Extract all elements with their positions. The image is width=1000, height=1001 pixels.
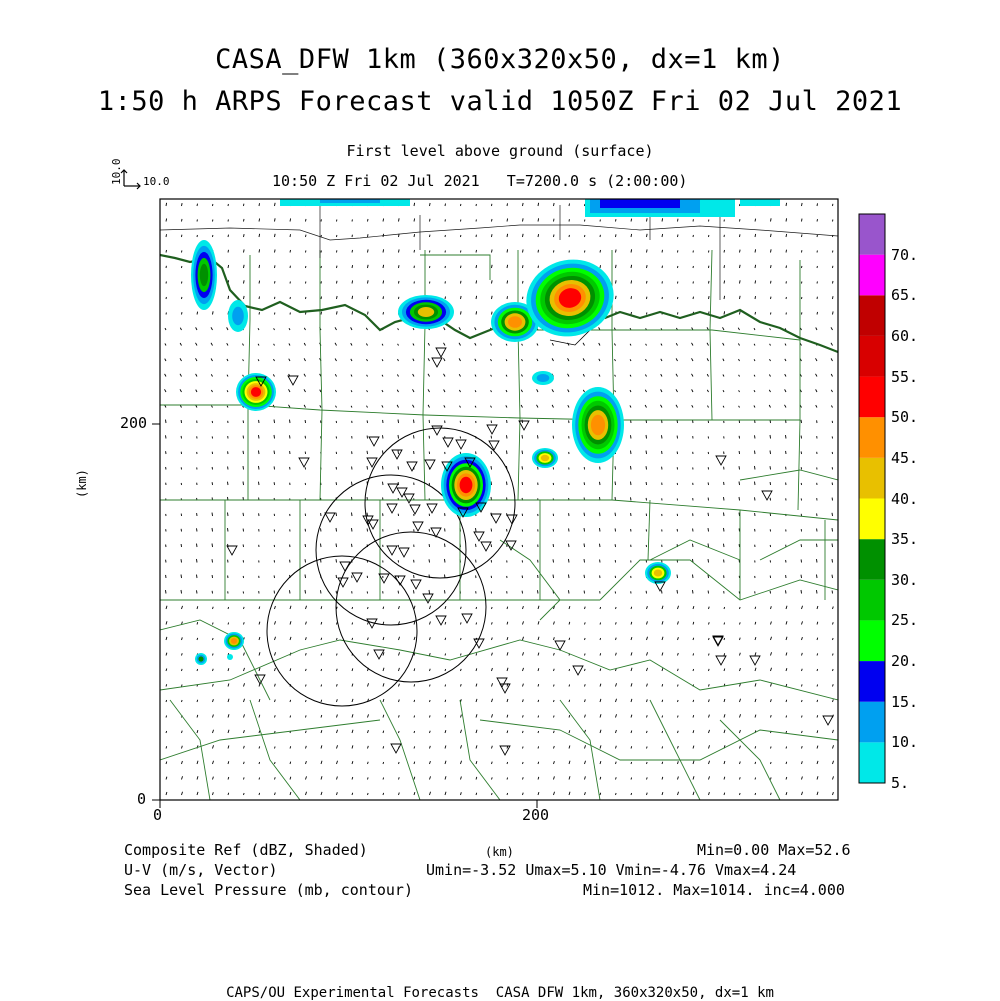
colorbar-segment <box>859 742 885 783</box>
station-marker <box>392 450 402 459</box>
storm-cell <box>532 371 554 385</box>
x-axis-unit: (km) <box>485 846 514 858</box>
colorbar-segment <box>859 255 885 296</box>
station-marker <box>519 421 529 430</box>
station-marker <box>716 656 726 665</box>
observation-stations <box>227 348 833 755</box>
colorbar-segment <box>859 539 885 580</box>
station-marker <box>436 616 446 625</box>
station-marker <box>369 437 379 446</box>
storm-cell <box>195 653 207 665</box>
station-marker <box>325 513 335 522</box>
station-marker <box>716 456 726 465</box>
colorbar-label: 5. <box>891 774 909 792</box>
station-marker <box>487 425 497 434</box>
colorbar-segment <box>859 661 885 702</box>
field-wind: U-V (m/s, Vector) <box>124 863 278 878</box>
storm-cell <box>398 295 454 329</box>
footer-credit: CAPS/OU Experimental Forecasts CASA DFW 1km, 360x320x50, dx=1 km <box>0 986 1000 1000</box>
storm-cell <box>228 300 248 332</box>
station-marker <box>425 460 435 469</box>
field-reflectivity: Composite Ref (dBZ, Shaded) <box>124 843 368 858</box>
y-axis-unit: (km) <box>76 469 88 498</box>
colorbar-label: 55. <box>891 368 918 386</box>
storm-cell <box>572 387 624 463</box>
station-marker <box>399 548 409 557</box>
storm-cell <box>227 654 233 660</box>
station-marker <box>555 641 565 650</box>
x-tick-200: 200 <box>522 808 549 823</box>
storm-cell <box>191 240 217 310</box>
oklahoma-county-lines <box>160 205 838 300</box>
station-marker <box>443 438 453 447</box>
y-tick-200: 200 <box>120 416 147 431</box>
station-marker <box>374 650 384 659</box>
station-marker <box>500 746 510 755</box>
colorbar <box>859 214 885 783</box>
station-marker <box>379 574 389 583</box>
colorbar-label: 30. <box>891 571 918 589</box>
station-marker <box>427 504 437 513</box>
station-marker <box>456 440 466 449</box>
station-marker <box>491 514 501 523</box>
station-marker <box>352 573 362 582</box>
subtitle-level: First level above ground (surface) <box>0 144 1000 159</box>
station-marker <box>340 562 350 571</box>
station-marker <box>411 580 421 589</box>
subtitle-time: 10:50 Z Fri 02 Jul 2021 T=7200.0 s (2:00:00) <box>272 174 687 189</box>
colorbar-label: 10. <box>891 733 918 751</box>
station-marker <box>432 426 442 435</box>
station-marker <box>750 656 760 665</box>
storm-cell <box>645 562 671 584</box>
station-marker <box>413 522 423 531</box>
vector-key-label-v: 10.0 <box>110 159 123 186</box>
station-marker <box>397 488 407 497</box>
station-marker <box>410 505 420 514</box>
field-pressure: Sea Level Pressure (mb, contour) <box>124 883 413 898</box>
colorbar-label: 15. <box>891 693 918 711</box>
station-marker <box>299 458 309 467</box>
field-wind-range: Umin=-3.52 Umax=5.10 Vmin=-4.76 Vmax=4.24 <box>426 863 796 878</box>
x-tick-0: 0 <box>153 808 162 823</box>
colorbar-segment <box>859 458 885 499</box>
colorbar-label: 60. <box>891 327 918 345</box>
colorbar-segment <box>859 702 885 743</box>
colorbar-segment <box>859 377 885 418</box>
plot-frame <box>160 199 838 800</box>
storm-cell <box>532 448 558 468</box>
colorbar-label: 25. <box>891 611 918 629</box>
station-marker <box>227 546 237 555</box>
field-reflectivity-range: Min=0.00 Max=52.6 <box>697 843 851 858</box>
station-marker <box>823 716 833 725</box>
vector-key-label-h: 10.0 <box>143 175 170 188</box>
title-line-1: CASA_DFW 1km (360x320x50, dx=1 km) <box>0 46 1000 73</box>
station-marker <box>462 614 472 623</box>
station-marker <box>497 678 507 687</box>
wind-vectors <box>165 203 834 795</box>
station-marker <box>387 504 397 513</box>
colorbar-label: 50. <box>891 408 918 426</box>
colorbar-label: 45. <box>891 449 918 467</box>
colorbar-segment <box>859 499 885 540</box>
station-marker <box>288 376 298 385</box>
station-marker <box>573 666 583 675</box>
colorbar-label: 70. <box>891 246 918 264</box>
station-marker <box>432 358 442 367</box>
station-marker <box>388 484 398 493</box>
station-marker <box>407 462 417 471</box>
colorbar-label: 65. <box>891 286 918 304</box>
station-marker <box>474 639 484 648</box>
title-line-2: 1:50 h ARPS Forecast valid 1050Z Fri 02 Jul 2021 <box>0 88 1000 115</box>
colorbar-label: 40. <box>891 490 918 508</box>
station-marker <box>404 494 414 503</box>
station-marker <box>387 546 397 555</box>
colorbar-segment <box>859 214 885 255</box>
storm-cell <box>236 373 276 411</box>
colorbar-label: 35. <box>891 530 918 548</box>
storm-cell <box>224 632 244 650</box>
station-marker <box>436 348 446 357</box>
vector-key <box>110 159 170 190</box>
colorbar-segment <box>859 417 885 458</box>
field-pressure-range: Min=1012. Max=1014. inc=4.000 <box>583 883 845 898</box>
y-tick-0: 0 <box>137 792 146 807</box>
station-marker <box>489 441 499 450</box>
station-marker <box>474 532 484 541</box>
colorbar-segment <box>859 580 885 621</box>
state-border <box>160 255 838 352</box>
station-marker <box>391 744 401 753</box>
colorbar-label: 20. <box>891 652 918 670</box>
colorbar-segment <box>859 295 885 336</box>
station-marker <box>481 542 491 551</box>
colorbar-segment <box>859 620 885 661</box>
station-marker <box>423 594 433 603</box>
colorbar-segment <box>859 336 885 377</box>
